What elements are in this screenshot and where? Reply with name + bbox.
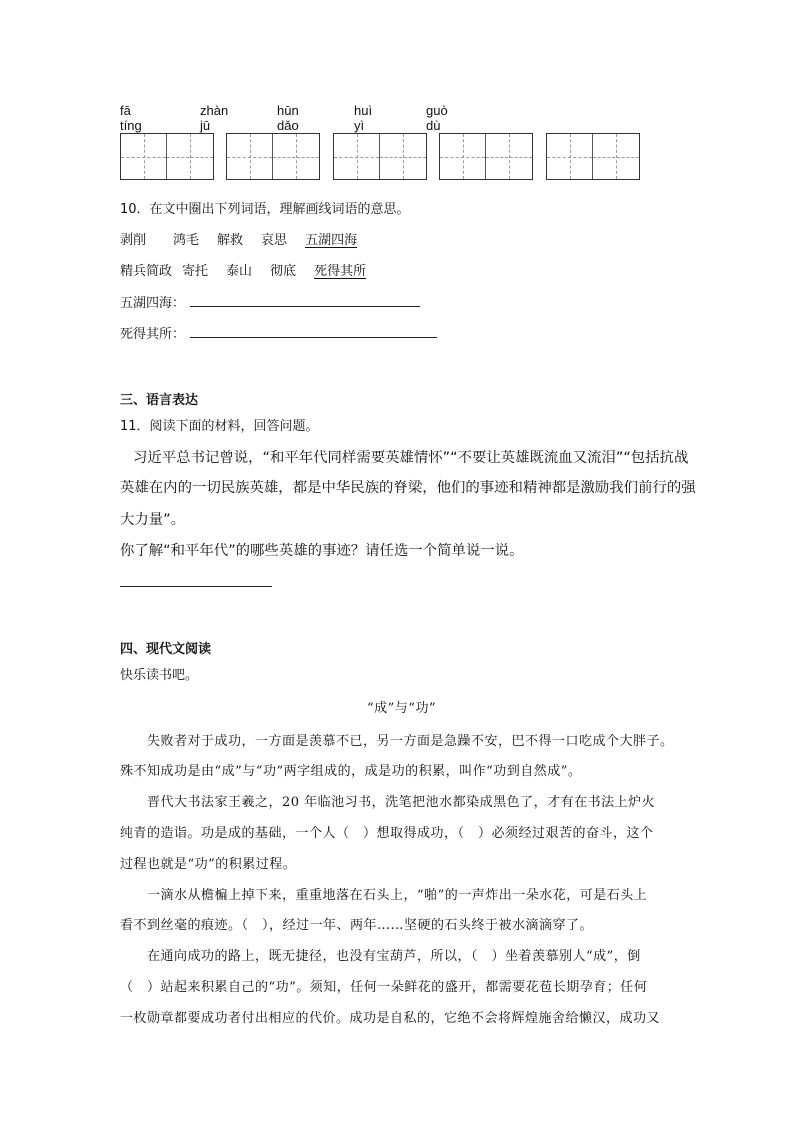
grid-cell[interactable] xyxy=(334,134,380,179)
answer-line[interactable] xyxy=(120,586,272,587)
word: 寄托 xyxy=(182,264,209,279)
article-line: 一滴水从檐楄上掉下来，重重地落在石头上，“啪”的一声炸出一朵水花，可是石头上 xyxy=(147,888,648,903)
material-paragraph: 英雄在内的一切民族英雄，都是中华民族的脊梁，他们的事迹和精神都是激励我们前行的强 xyxy=(120,480,696,496)
word: 剥削 xyxy=(120,233,147,248)
word: 彻底 xyxy=(270,264,297,279)
grid-cell[interactable] xyxy=(440,134,486,179)
writing-grid[interactable] xyxy=(333,133,427,180)
grid-cell[interactable] xyxy=(167,134,213,179)
answer-line[interactable] xyxy=(190,306,420,307)
underlined-word: 五湖四海 xyxy=(305,233,358,248)
pinyin-item: guò dù xyxy=(426,103,448,133)
pinyin-item: fā tíng xyxy=(120,103,142,133)
grid-cell[interactable] xyxy=(547,134,593,179)
word: 精兵简政 xyxy=(120,264,173,279)
question-11: 11．阅读下面的材料，回答问题。 xyxy=(120,419,319,434)
article-line: 晋代大书法家王羲之，20 年临池习书，洗笔把池水都染成黑色了，才有在书法上炉火 xyxy=(147,795,656,810)
article-title: “成”与“功” xyxy=(367,701,437,716)
section-heading: 三、语言表达 xyxy=(120,393,199,408)
writing-grid[interactable] xyxy=(120,133,214,180)
word: 泰山 xyxy=(226,264,253,279)
underlined-word: 死得其所 xyxy=(314,264,367,279)
grid-cell[interactable] xyxy=(227,134,273,179)
article-line: 殊不知成功是由“成”与“功”两字组成的，成是功的积累，叫作“功到自然成”。 xyxy=(120,764,582,779)
word: 哀思 xyxy=(261,233,288,248)
definition-label-2: 死得其所： xyxy=(120,327,186,342)
definition-label-1: 五湖四海： xyxy=(120,296,186,311)
article-line: 在通向成功的路上，既无捷径，也没有宝葫芦，所以，（ ）坐着羡慕别人“成”，倒 xyxy=(147,949,641,964)
grid-cell[interactable] xyxy=(486,134,532,179)
section-heading: 四、现代文阅读 xyxy=(120,642,212,657)
article-line: 看不到丝毫的痕迹。（ ），经过一年、两年……坚硬的石头终于被水滴滴穿了。 xyxy=(120,918,594,933)
grid-cell[interactable] xyxy=(593,134,639,179)
grid-cell[interactable] xyxy=(273,134,319,179)
article-line: 一枚勋章都要成功者付出相应的代价。成功是自私的，它绝不会将辉煌施舍给懒汉，成功又 xyxy=(120,1011,661,1026)
word: 解救 xyxy=(217,233,244,248)
article-line: （ ）站起来积累自己的“功”。须知，任何一朵鲜花的盛开，都需要花苞长期孕育；任何 xyxy=(120,980,648,995)
question-prompt: 你了解“和平年代”的哪些英雄的事迹？请任选一个简单说一说。 xyxy=(120,543,524,559)
word: 鸿毛 xyxy=(173,233,200,248)
answer-line[interactable] xyxy=(190,337,437,338)
writing-grid[interactable] xyxy=(439,133,533,180)
word-row-2 xyxy=(120,260,366,279)
article-line: 纯青的造诣。功是成的基础，一个人（ ）想取得成功，（ ）必须经过艰苦的奋斗，这个 xyxy=(120,826,654,841)
intro-text: 快乐读书吧。 xyxy=(120,668,199,683)
question-10-title: 10．在文中圈出下列词语，理解画线词语的意思。 xyxy=(120,202,410,217)
pinyin-item: zhàn jū xyxy=(200,103,229,133)
pinyin-item: huì yì xyxy=(354,103,373,133)
article-line: 过程也就是“功”的积累过程。 xyxy=(120,857,297,872)
writing-grid[interactable] xyxy=(226,133,320,180)
grid-cell[interactable] xyxy=(121,134,167,179)
pinyin-item: hūn dǎo xyxy=(277,103,299,133)
word-row-1 xyxy=(120,229,357,248)
article-line: 失败者对于成功，一方面是羡慕不已，另一方面是急躁不安，巴不得一口吃成个大胖子。 xyxy=(147,734,674,749)
writing-grid[interactable] xyxy=(546,133,640,180)
material-paragraph: 习近平总书记曾说，“和平年代同样需要英雄情怀”“不要让英雄既流血又流泪”“包括抗战 xyxy=(133,450,689,466)
material-paragraph: 大力量”。 xyxy=(120,512,186,528)
grid-cell[interactable] xyxy=(380,134,426,179)
